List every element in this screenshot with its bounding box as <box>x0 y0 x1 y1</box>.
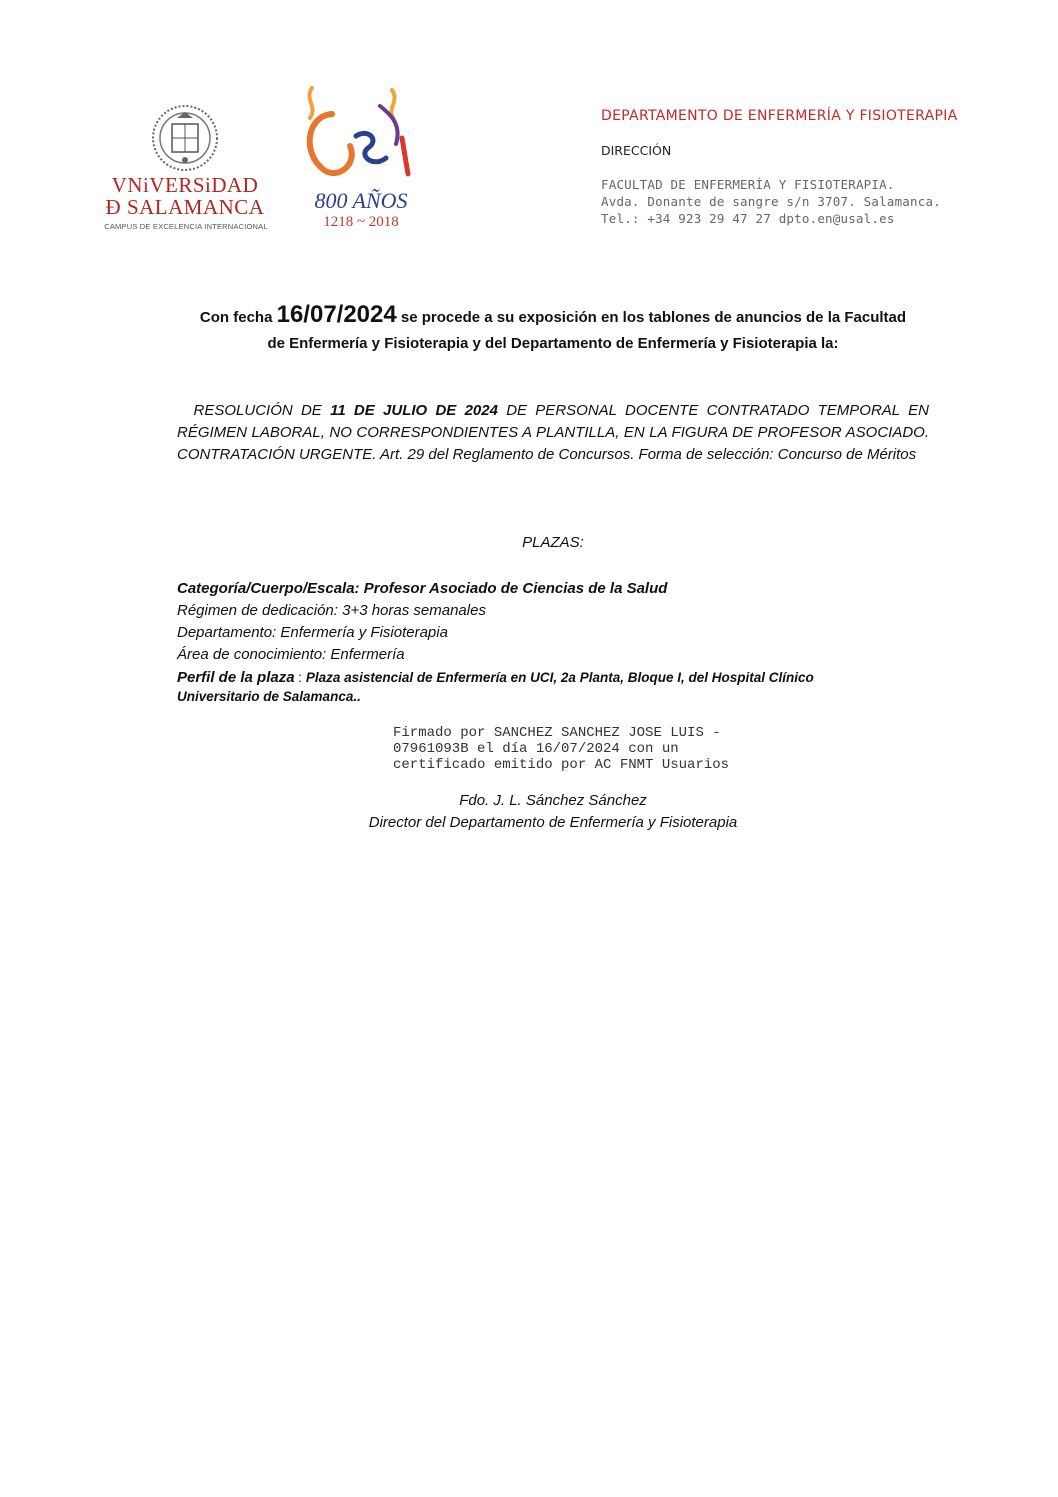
address-line-2: Avda. Donante de sangre s/n 3707. Salamanca. <box>601 194 941 209</box>
direction-label: DIRECCIÓN <box>601 143 672 158</box>
signature-line-1: Firmado por SANCHEZ SANCHEZ JOSE LUIS - <box>393 725 721 741</box>
usal-anniversary-text: 800 AÑOS <box>314 188 408 213</box>
campus-label: CAMPUS DE EXCELENCIA INTERNACIONAL <box>104 222 268 231</box>
perfil-separator: : <box>294 670 306 685</box>
address-line-1: FACULTAD DE ENFERMERÍA Y FISIOTERAPIA. <box>601 177 895 192</box>
plaza-area: Área de conocimiento: Enfermería <box>177 646 405 663</box>
resolution-prefix: RESOLUCIÓN DE <box>193 402 322 419</box>
signer-role: Director del Departamento de Enfermería y Fisioterapia <box>368 814 738 831</box>
intro-line-2: de Enfermería y Fisioterapia y del Departamento de Enfermería y Fisioterapia la: <box>267 335 839 352</box>
plaza-categoria: Categoría/Cuerpo/Escala: Profesor Asociado de Ciencias de la Salud <box>177 580 668 597</box>
university-name-line1: VNiVERSiDAD <box>111 173 259 197</box>
resolution-text: DE PERSONAL DOCENTE CONTRATADO TEMPORAL EN RÉGIMEN LABORAL, NO CORRESPONDIENTES A PLANTILLA, EN LA FIGURA DE PROFESOR ASOCIADO. CONTRATACIÓN URGENTE. Art. 29 del Reglamento de Concursos. Forma de selección: Concurso de Méritos <box>177 402 929 463</box>
signer-name: Fdo. J. L. Sánchez Sánchez <box>459 792 647 809</box>
plaza-regimen: Régimen de dedicación: 3+3 horas semanales <box>177 602 486 619</box>
perfil-value: Plaza asistencial de Enfermería en UCI, 2a Planta, Bloque I, del Hospital Clínico Universitario de Salamanca.. <box>177 670 814 704</box>
address-line-3: Tel.: +34 923 29 47 27 dpto.en@usal.es <box>601 211 895 226</box>
digital-signature <box>393 725 729 773</box>
exposition-date: 16/07/2024 <box>276 301 397 328</box>
signature-line-2: 07961093B el día 16/07/2024 con un <box>393 741 679 757</box>
signature-line-3: certificado emitido por AC FNMT Usuarios <box>393 757 730 773</box>
department-title: DEPARTAMENTO DE ENFERMERÍA Y FISIOTERAPIA <box>601 108 958 124</box>
usal-years: 1218 ~ 2018 <box>323 214 399 230</box>
university-seal-icon <box>150 104 220 172</box>
intro-prefix: Con fecha <box>199 309 273 326</box>
intro-rest: se procede a su exposición en los tablones de anuncios de la Facultad <box>400 309 907 326</box>
plaza-departamento: Departamento: Enfermería y Fisioterapia <box>177 624 448 641</box>
resolution-date: 11 DE JULIO DE 2024 <box>330 402 498 419</box>
intro-paragraph <box>150 302 956 357</box>
university-name-line2: Ð SALAMANCA <box>105 195 265 219</box>
perfil-label: Perfil de la plaza <box>177 669 295 686</box>
plaza-perfil <box>177 668 877 706</box>
resolution-paragraph <box>177 400 929 466</box>
plazas-heading: PLAZAS: <box>522 534 584 551</box>
usal-800-logo <box>298 84 424 234</box>
